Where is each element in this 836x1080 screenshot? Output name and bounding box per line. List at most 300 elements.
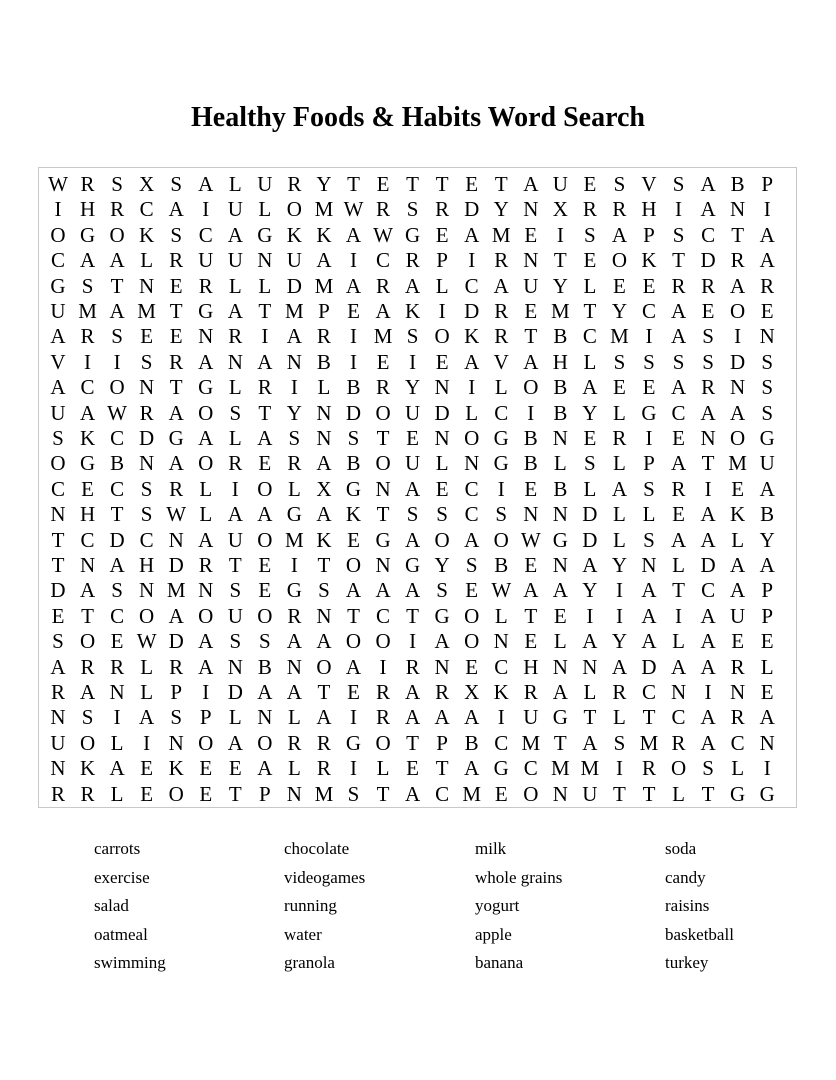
- grid-letter: U: [50, 299, 66, 323]
- grid-letter: C: [110, 603, 125, 628]
- grid-letter: E: [465, 654, 479, 679]
- grid-letter: B: [316, 349, 331, 374]
- grid-letter: L: [583, 273, 597, 298]
- grid-letter: R: [760, 273, 775, 298]
- grid-letter: O: [434, 324, 450, 349]
- grid-letter: N: [464, 451, 480, 476]
- grid-letter: E: [347, 527, 360, 552]
- grid-letter: L: [613, 400, 626, 425]
- grid-letter: N: [523, 248, 539, 273]
- grid-letter: R: [169, 349, 184, 374]
- grid-letter: L: [613, 502, 626, 527]
- grid-letter: A: [670, 527, 687, 552]
- grid-letter: R: [582, 197, 597, 222]
- grid-letter: U: [730, 603, 746, 628]
- grid-letter: R: [80, 781, 95, 806]
- grid-letter: I: [350, 248, 357, 273]
- grid-letter: H: [79, 502, 96, 527]
- grid-letter: O: [109, 375, 125, 400]
- grid-letter: O: [464, 426, 480, 450]
- grid-row: [39, 171, 796, 197]
- grid-row: [39, 679, 796, 705]
- grid-letter: K: [286, 222, 302, 247]
- grid-letter: L: [583, 476, 597, 501]
- grid-letter: I: [645, 324, 653, 349]
- grid-letter: P: [170, 680, 183, 704]
- grid-letter: K: [405, 299, 421, 323]
- grid-letter: N: [257, 248, 273, 273]
- grid-letter: I: [763, 756, 771, 781]
- grid-letter: A: [464, 349, 480, 374]
- grid-letter: E: [524, 476, 538, 501]
- grid-letter: T: [110, 502, 124, 527]
- grid-letter: D: [50, 578, 66, 603]
- grid-letter: P: [761, 578, 774, 603]
- word-list-item: water: [284, 924, 322, 944]
- grid-letter: W: [136, 629, 157, 654]
- grid-letter: L: [140, 248, 154, 273]
- grid-letter: R: [494, 299, 509, 323]
- grid-letter: U: [198, 248, 214, 273]
- word-list-item: running: [284, 896, 337, 915]
- grid-letter: N: [700, 426, 716, 450]
- grid-letter: E: [199, 781, 213, 806]
- grid-letter: A: [198, 654, 214, 679]
- grid-letter: A: [405, 273, 421, 298]
- grid-letter: N: [257, 705, 273, 730]
- grid-letter: E: [760, 629, 774, 654]
- grid-letter: P: [199, 705, 212, 730]
- grid-letter: O: [375, 451, 391, 476]
- grid-letter: T: [701, 451, 715, 476]
- grid-letter: S: [318, 578, 330, 603]
- grid-letter: N: [316, 603, 332, 628]
- grid-letter: B: [553, 324, 568, 349]
- grid-letter: L: [494, 603, 508, 628]
- grid-letter: R: [730, 654, 745, 679]
- grid-letter: R: [287, 451, 302, 476]
- grid-letter: K: [168, 756, 184, 781]
- grid-letter: S: [436, 502, 448, 527]
- grid-letter: A: [316, 502, 332, 527]
- grid-letter: C: [139, 527, 154, 552]
- grid-letter: B: [553, 476, 568, 501]
- grid-letter: U: [523, 705, 539, 730]
- grid-letter: C: [50, 248, 65, 273]
- grid-letter: N: [139, 273, 155, 298]
- grid-letter: T: [228, 781, 242, 806]
- grid-letter: A: [345, 654, 362, 679]
- grid-letter: I: [763, 197, 771, 222]
- grid-letter: H: [552, 349, 568, 374]
- grid-letter: E: [376, 172, 390, 196]
- grid-letter: A: [405, 527, 421, 552]
- grid-letter: N: [552, 781, 568, 806]
- grid-letter: M: [314, 273, 334, 298]
- grid-row: [39, 196, 796, 222]
- grid-letter: K: [316, 222, 332, 247]
- grid-letter: A: [139, 705, 155, 730]
- grid-letter: A: [493, 273, 509, 298]
- grid-letter: C: [671, 705, 686, 730]
- grid-letter: C: [464, 476, 479, 501]
- grid-letter: N: [50, 502, 66, 527]
- grid-letter: P: [643, 222, 655, 247]
- grid-letter: R: [730, 705, 745, 730]
- grid-letter: N: [375, 476, 391, 501]
- grid-letter: R: [405, 654, 420, 679]
- grid-letter: B: [760, 502, 775, 527]
- grid-letter: T: [406, 730, 419, 755]
- grid-letter: O: [257, 730, 273, 755]
- grid-letter: R: [671, 730, 686, 755]
- grid-letter: S: [347, 426, 360, 450]
- grid-letter: U: [227, 527, 243, 552]
- grid-letter: E: [465, 578, 479, 603]
- grid-letter: D: [700, 248, 716, 273]
- grid-letter: E: [731, 476, 745, 501]
- grid-letter: H: [641, 197, 657, 222]
- grid-letter: A: [641, 578, 657, 603]
- grid-letter: S: [111, 324, 123, 349]
- grid-letter: A: [759, 248, 775, 273]
- grid-letter: L: [110, 781, 124, 806]
- grid-letter: N: [493, 629, 509, 654]
- grid-letter: N: [286, 781, 302, 806]
- grid-letter: O: [493, 527, 509, 552]
- word-list-item: exercise: [94, 867, 150, 887]
- grid-letter: I: [350, 756, 357, 781]
- grid-letter: R: [169, 248, 184, 273]
- grid-letter: E: [583, 426, 597, 450]
- grid-letter: M: [639, 730, 659, 755]
- grid-letter: N: [109, 680, 125, 704]
- grid-letter: T: [376, 502, 390, 527]
- grid-letter: T: [494, 172, 508, 196]
- grid-letter: S: [52, 629, 64, 654]
- grid-letter: A: [730, 578, 746, 603]
- grid-letter: X: [139, 172, 155, 196]
- grid-letter: L: [583, 349, 597, 374]
- grid-letter: I: [54, 197, 62, 222]
- grid-letter: E: [583, 172, 597, 196]
- grid-letter: S: [52, 426, 64, 450]
- grid-row: [39, 349, 796, 375]
- grid-letter: A: [345, 578, 362, 603]
- grid-letter: K: [345, 502, 362, 527]
- grid-letter: W: [343, 197, 364, 222]
- grid-letter: R: [494, 248, 509, 273]
- grid-letter: S: [643, 527, 655, 552]
- grid-letter: W: [491, 578, 512, 603]
- grid-letter: T: [583, 299, 597, 323]
- grid-letter: S: [613, 172, 626, 196]
- grid-letter: R: [50, 781, 65, 806]
- grid-row: [39, 628, 796, 654]
- grid-letter: A: [50, 375, 66, 400]
- grid-letter: N: [434, 426, 450, 450]
- grid-letter: U: [50, 400, 66, 425]
- grid-letter: C: [435, 781, 450, 806]
- grid-letter: E: [110, 629, 124, 654]
- grid-letter: C: [198, 222, 213, 247]
- grid-letter: N: [79, 553, 96, 577]
- grid-letter: A: [345, 222, 362, 247]
- grid-letter: L: [228, 375, 242, 400]
- grid-letter: D: [227, 680, 243, 704]
- grid-letter: R: [523, 680, 538, 704]
- grid-letter: O: [50, 222, 66, 247]
- grid-letter: G: [493, 451, 509, 476]
- grid-letter: I: [350, 349, 357, 374]
- grid-letter: N: [227, 349, 243, 374]
- grid-letter: I: [409, 629, 417, 654]
- grid-letter: G: [257, 222, 273, 247]
- grid-row: [39, 704, 796, 730]
- grid-letter: G: [759, 781, 775, 806]
- grid-letter: D: [286, 273, 302, 298]
- grid-letter: R: [257, 375, 272, 400]
- grid-letter: H: [79, 197, 96, 222]
- grid-letter: T: [169, 299, 183, 323]
- grid-row: [39, 552, 796, 578]
- grid-letter: E: [524, 629, 538, 654]
- grid-row: [39, 755, 796, 781]
- grid-letter: N: [434, 654, 450, 679]
- grid-letter: I: [556, 222, 564, 247]
- grid-letter: T: [642, 781, 656, 806]
- grid-letter: T: [258, 299, 272, 323]
- grid-letter: R: [435, 197, 450, 222]
- grid-letter: N: [316, 400, 332, 425]
- grid-letter: Y: [611, 629, 628, 654]
- grid-letter: O: [257, 603, 273, 628]
- grid-letter: A: [79, 578, 96, 603]
- grid-letter: S: [229, 629, 242, 654]
- grid-letter: A: [611, 476, 628, 501]
- grid-letter: L: [553, 629, 567, 654]
- grid-letter: N: [139, 451, 155, 476]
- grid-letter: N: [316, 426, 332, 450]
- grid-letter: B: [110, 451, 125, 476]
- grid-letter: A: [50, 324, 66, 349]
- grid-letter: E: [494, 781, 508, 806]
- grid-letter: G: [493, 756, 509, 781]
- grid-letter: E: [347, 299, 360, 323]
- grid-letter: E: [376, 349, 390, 374]
- grid-letter: A: [582, 730, 598, 755]
- grid-letter: A: [168, 603, 184, 628]
- grid-letter: Y: [582, 578, 598, 603]
- grid-letter: N: [759, 730, 775, 755]
- grid-letter: Y: [286, 400, 302, 425]
- grid-letter: O: [198, 400, 214, 425]
- grid-letter: R: [80, 324, 95, 349]
- word-list-item: yogurt: [475, 896, 520, 915]
- grid-letter: A: [405, 781, 421, 806]
- grid-letter: R: [641, 756, 656, 781]
- grid-letter: A: [464, 222, 480, 247]
- grid-letter: A: [670, 299, 687, 323]
- grid-letter: T: [524, 324, 538, 349]
- grid-letter: S: [170, 222, 183, 247]
- grid-letter: G: [759, 426, 775, 450]
- grid-letter: A: [700, 172, 716, 196]
- grid-letter: R: [198, 273, 213, 298]
- grid-letter: A: [198, 527, 214, 552]
- grid-letter: G: [79, 222, 96, 247]
- grid-letter: G: [198, 375, 214, 400]
- grid-letter: B: [730, 172, 745, 196]
- grid-letter: R: [110, 654, 125, 679]
- grid-letter: A: [464, 705, 480, 730]
- grid-letter: P: [643, 451, 655, 476]
- grid-letter: N: [139, 578, 155, 603]
- grid-letter: T: [110, 273, 124, 298]
- grid-letter: S: [81, 273, 94, 298]
- grid-letter: D: [168, 629, 184, 654]
- grid-letter: A: [434, 629, 450, 654]
- grid-letter: B: [553, 400, 568, 425]
- grid-letter: E: [465, 172, 479, 196]
- grid-letter: C: [671, 400, 686, 425]
- grid-letter: I: [290, 375, 298, 400]
- grid-letter: Y: [405, 375, 421, 400]
- grid-letter: A: [316, 629, 332, 654]
- grid-letter: K: [641, 248, 657, 273]
- grid-letter: C: [641, 299, 656, 323]
- grid-letter: I: [261, 324, 269, 349]
- grid-letter: S: [288, 426, 301, 450]
- grid-letter: E: [760, 680, 774, 704]
- grid-letter: L: [287, 756, 301, 781]
- grid-letter: I: [409, 349, 417, 374]
- grid-letter: S: [140, 349, 153, 374]
- grid-letter: G: [405, 553, 421, 577]
- grid-letter: R: [612, 680, 627, 704]
- grid-letter: R: [169, 476, 184, 501]
- grid-letter: R: [671, 476, 686, 501]
- grid-letter: T: [701, 781, 715, 806]
- grid-letter: A: [464, 527, 480, 552]
- grid-letter: T: [672, 578, 685, 603]
- grid-letter: S: [436, 578, 448, 603]
- grid-letter: E: [583, 248, 597, 273]
- grid-letter: W: [373, 222, 393, 247]
- word-list-item: raisins: [665, 896, 710, 915]
- grid-letter: S: [584, 222, 596, 247]
- grid-letter: L: [140, 654, 154, 679]
- grid-letter: E: [672, 426, 685, 450]
- grid-letter: O: [50, 451, 66, 476]
- grid-letter: T: [228, 553, 242, 577]
- grid-row: [39, 374, 796, 400]
- grid-letter: D: [464, 299, 480, 323]
- grid-letter: E: [524, 299, 538, 323]
- grid-letter: L: [494, 375, 508, 400]
- grid-letter: C: [494, 654, 509, 679]
- grid-letter: M: [551, 299, 570, 323]
- grid-letter: M: [580, 756, 600, 781]
- grid-letter: O: [434, 527, 450, 552]
- grid-letter: U: [50, 730, 66, 755]
- word-list-item: basketball: [665, 924, 734, 944]
- grid-letter: I: [675, 197, 683, 222]
- grid-row: [39, 425, 796, 451]
- grid-letter: C: [464, 502, 479, 527]
- grid-letter: P: [761, 603, 774, 628]
- grid-row: [39, 501, 796, 527]
- grid-letter: N: [552, 553, 568, 577]
- grid-row: [39, 273, 796, 299]
- grid-letter: G: [434, 603, 450, 628]
- grid-letter: N: [434, 375, 450, 400]
- grid-letter: A: [700, 730, 716, 755]
- grid-letter: G: [286, 502, 302, 527]
- grid-letter: O: [286, 197, 302, 222]
- grid-letter: U: [523, 273, 539, 298]
- grid-row: [39, 603, 796, 629]
- grid-letter: A: [50, 654, 66, 679]
- grid-letter: R: [612, 426, 627, 450]
- grid-letter: R: [316, 324, 331, 349]
- grid-letter: S: [465, 553, 478, 577]
- grid-letter: E: [672, 502, 685, 527]
- grid-letter: I: [202, 197, 210, 222]
- grid-letter: D: [464, 197, 480, 222]
- grid-letter: A: [257, 502, 273, 527]
- grid-letter: M: [521, 730, 541, 755]
- grid-letter: M: [285, 299, 304, 323]
- grid-letter: A: [464, 756, 480, 781]
- grid-letter: E: [524, 222, 538, 247]
- grid-letter: B: [257, 654, 272, 679]
- grid-letter: R: [316, 756, 331, 781]
- grid-letter: K: [79, 756, 96, 781]
- grid-letter: M: [373, 324, 393, 349]
- grid-letter: O: [375, 400, 391, 425]
- grid-letter: U: [227, 248, 243, 273]
- grid-letter: E: [435, 476, 449, 501]
- grid-letter: G: [552, 705, 568, 730]
- grid-letter: B: [523, 451, 538, 476]
- grid-letter: M: [610, 324, 629, 349]
- grid-letter: N: [50, 756, 66, 781]
- grid-letter: M: [491, 222, 511, 247]
- word-list-item: videogames: [284, 867, 366, 887]
- grid-letter: L: [199, 502, 213, 527]
- grid-letter: R: [376, 375, 391, 400]
- grid-letter: N: [227, 654, 243, 679]
- grid-letter: A: [670, 375, 687, 400]
- grid-letter: E: [701, 299, 715, 323]
- grid-letter: O: [730, 426, 746, 450]
- grid-letter: A: [168, 400, 184, 425]
- grid-letter: A: [375, 578, 391, 603]
- grid-letter: T: [169, 375, 183, 400]
- grid-letter: I: [379, 654, 387, 679]
- word-list-item: banana: [475, 953, 524, 972]
- grid-letter: T: [51, 527, 65, 552]
- grid-letter: T: [553, 730, 567, 755]
- grid-letter: T: [553, 248, 567, 273]
- grid-letter: A: [641, 629, 657, 654]
- grid-letter: S: [761, 400, 774, 425]
- grid-letter: R: [287, 603, 302, 628]
- grid-letter: T: [347, 603, 360, 628]
- grid-row: [39, 476, 796, 502]
- grid-letter: A: [198, 172, 214, 196]
